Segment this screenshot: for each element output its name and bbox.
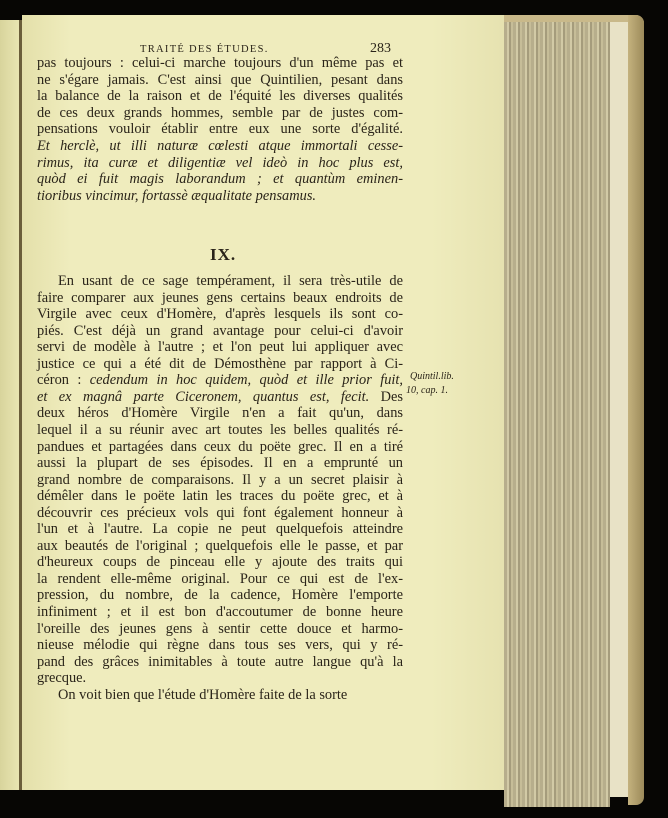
text-line: ne s'égare jamais. C'est ainsi que Quintilien, pesant dans [37, 71, 403, 88]
text-line: nieuse mélodie qui règne dans tous ses vers, qui y ré- [37, 637, 403, 654]
text-line: la balance de la raison et de l'équité les diverses qualités [37, 88, 403, 105]
text-line: la rendent elle-même original. Pour ce qui est de l'ex- [37, 570, 403, 587]
text-line: découvrir ces précieux vols qui font également honneur à [37, 504, 403, 521]
facing-page-edge [0, 20, 19, 790]
text-line: lequel il a su réunir avec art toutes les belles qualités ré- [37, 421, 403, 438]
text-line: grand nombre de comparaisons. Il y a un secret plaisir à [37, 471, 403, 488]
page-stack-edge [504, 22, 610, 807]
text-line: l'oreille des jeunes gens à sentir cette douce et harmo- [37, 620, 403, 637]
text-line: l'un et à l'autre. La copie ne peut quelquefois atteindre [37, 521, 403, 538]
text-line: quòd ei fuit magis laborandum ; et quantùm eminen- [37, 171, 403, 188]
text-line: servi de modèle à l'autre ; et l'on peut lui appliquer avec [37, 339, 403, 356]
text-line: En usant de ce sage tempérament, il sera très-utile de [58, 273, 403, 289]
endpaper-edge [610, 22, 628, 797]
latin-quote: et ex magnâ parte Ciceronem, quantus est, fecit. [37, 388, 370, 405]
text-line: On voit bien que l'étude d'Homère faite de la sorte [58, 686, 348, 703]
book-cover [628, 15, 644, 805]
text-line: faire comparer aux jeunes gens certains beaux endroits de [37, 289, 403, 306]
text-line: pandues et partagées dans ceux du poëte grec. Il en a tiré [37, 438, 403, 455]
text-line: justice ce qui a été dit de Démosthène par rapport à Ci- [37, 355, 403, 372]
page-number: 283 [370, 41, 391, 56]
text-line: d'heureux coups de pinceau elle y ajoute des traits qui [37, 554, 403, 571]
text-line: démêler dans le poëte latin les traces du poëte grec, et à [37, 488, 403, 505]
text-line: aux beautés de l'original ; quelquefois elle le passe, et par [37, 537, 403, 554]
text-line: rimus, ita curæ et diligentiæ vel ideò in hoc plus est, [37, 154, 403, 171]
running-title: TRAITÉ DES ÉTUDES. [140, 44, 269, 55]
text-line: Virgile avec ceux d'Homère, d'après lesquels ils sont co- [37, 306, 403, 323]
section-heading: IX. [210, 245, 237, 264]
text-line: piés. C'est déjà un grand avantage pour celui-ci d'avoir [37, 322, 403, 339]
text-line: pression, du nombre, de la cadence, Homère l'emporte [37, 587, 403, 604]
text-line: tioribus vincimur, fortassè æqualitate pensamus. [37, 187, 317, 204]
latin-quote: cedendum in hoc quidem, quòd et ille prior fuit, [89, 372, 403, 389]
text-line: Et herclè, ut illi naturæ cœlesti atque immortali cesse- [37, 138, 403, 154]
text-line: deux héros d'Homère Virgile n'en a fait qu'un, dans [37, 405, 403, 422]
margin-note-line-1: Quintil.lib. [410, 371, 454, 382]
text-line: pas toujours : celui-ci marche toujours d'un même pas et [37, 55, 403, 71]
text-line: infiniment ; et il est bon d'accoutumer de bonne heure [37, 604, 403, 620]
text-line: céron : cedendum in hoc quidem, quòd et ille prior fuit, [37, 372, 403, 389]
text-line: pand des grâces inimitables à toute autre langue qu'à la [37, 653, 403, 670]
text-line: de ces deux grands hommes, semble par de justes com- [37, 104, 403, 121]
text-line: grecque. [37, 670, 87, 687]
margin-note-line-2: 10, cap. 1. [406, 385, 448, 396]
text-line: pensations vouloir établir entre eux une sorte d'égalité. [37, 121, 403, 138]
text-line: aussi la plupart de ses épisodes. Il en a emprunté un [37, 455, 403, 472]
text-line: et ex magnâ parte Ciceronem, quantus est, fecit. Des [37, 388, 403, 405]
